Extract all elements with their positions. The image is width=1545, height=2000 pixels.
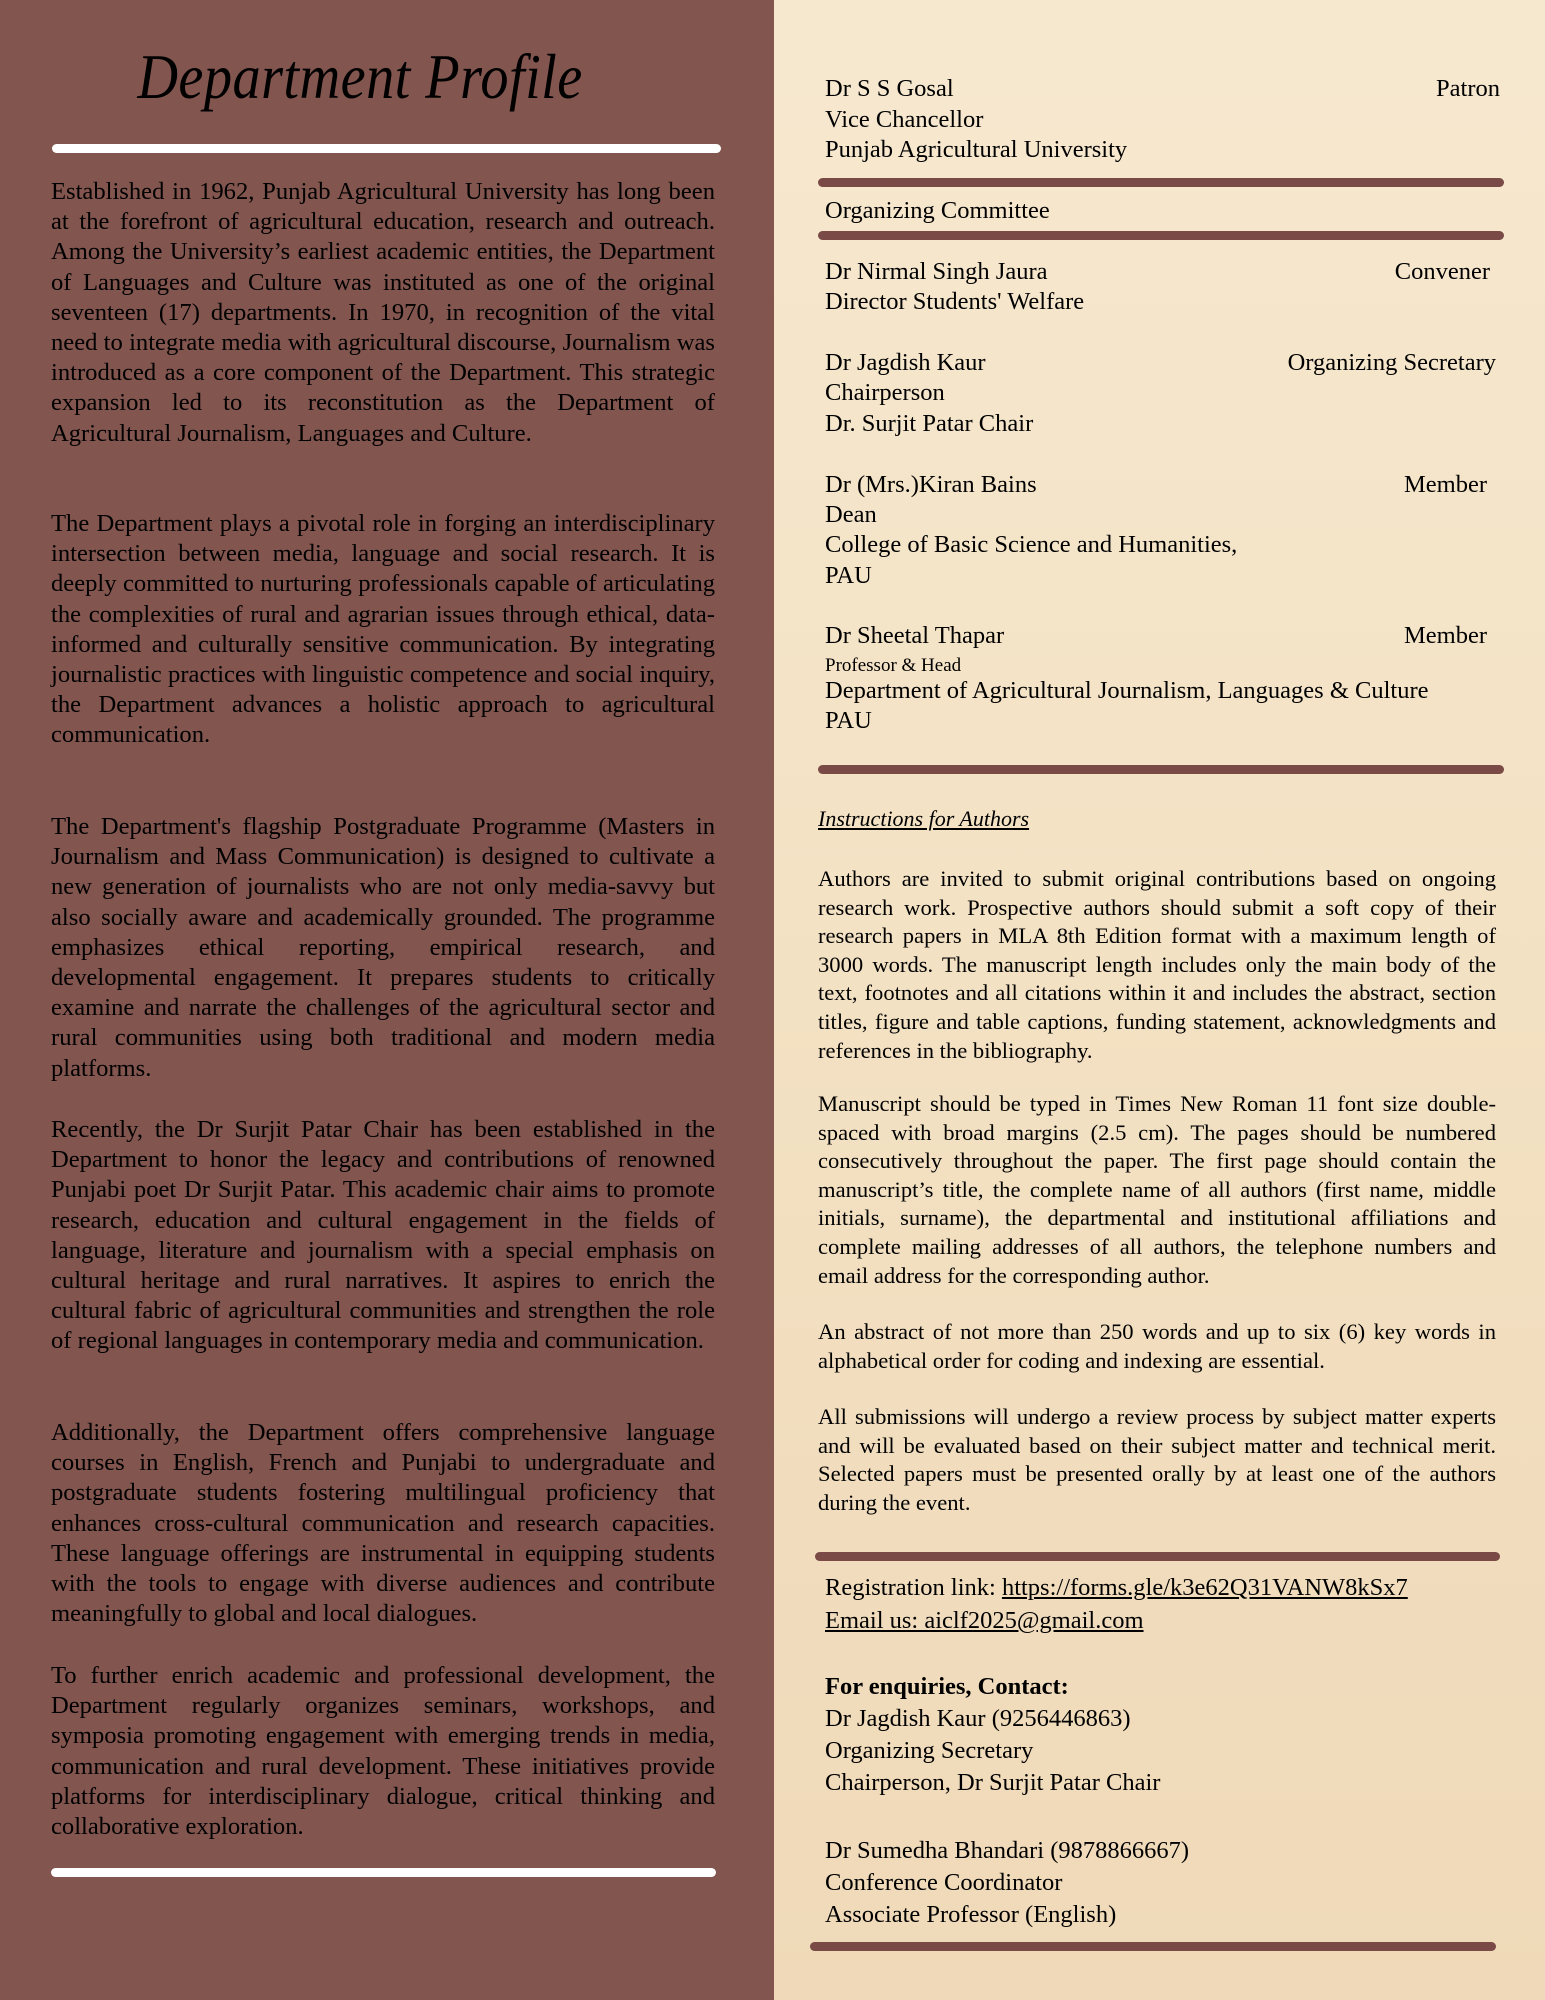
contact-line: Chairperson, Dr Surjit Patar Chair	[825, 1769, 1161, 1796]
member-name: Dr (Mrs.)Kiran Bains	[825, 471, 1037, 498]
profile-paragraph-5: Additionally, the Department offers comprehensive language courses in English, French and Punjabi to undergraduate and postgraduate students fostering multilingual proficiency that enhances cross-cultural communication and research capacities. These language offerings are instrumental in equipping students with the tools to engage with diverse audiences and contribute meaningfully to global and local dialogues.	[51, 1419, 715, 1628]
registration-link[interactable]: https://forms.gle/k3e62Q31VANW8kSx7	[1001, 1574, 1408, 1601]
member-role: Member	[1404, 622, 1487, 649]
committee-heading: Organizing Committee	[825, 197, 1050, 224]
member-line: Dean	[825, 501, 877, 528]
contact-line: Dr Sumedha Bhandari (9878866667)	[825, 1837, 1190, 1864]
member-title-small: Professor & Head	[825, 655, 962, 676]
member-role: Convener	[1394, 258, 1490, 285]
member-name: Dr Jagdish Kaur	[825, 349, 986, 376]
divider	[818, 765, 1504, 774]
profile-paragraph-4: Recently, the Dr Surjit Patar Chair has been established in the Department to honor the legacy and contributions of renowned Punjabi poet Dr Surjit Patar. This academic chair aims to promote research, education and cultural engagement in the fields of language, literature and journalism with a special emphasis on cultural heritage and rural narratives. It aspires to enrich the cultural fabric of agricultural communities and strengthen the role of regional languages in contemporary media and communication.	[51, 1116, 715, 1355]
divider-bottom	[51, 1868, 716, 1877]
contact-line: Dr Jagdish Kaur (9256446863)	[825, 1705, 1131, 1732]
contact-line: Organizing Secretary	[825, 1737, 1034, 1764]
member-line: PAU	[825, 562, 872, 589]
patron-line-1: Vice Chancellor	[825, 106, 984, 133]
instructions-paragraph-4: All submissions will undergo a review process by subject matter experts and will be evaluated based on their subject matter and technical merit. Selected papers must be presented orally by at least one of the authors during the event.	[818, 1404, 1496, 1515]
divider	[818, 231, 1504, 240]
instructions-heading: Instructions for Authors	[818, 806, 1030, 831]
profile-paragraph-3: The Department's flagship Postgraduate Programme (Masters in Journalism and Mass Communication) is designed to cultivate a new generation of journalists who are not only media-savvy but also socially aware and academically grounded. The programme emphasizes ethical reporting, empirical research, and developmental engagement. It prepares students to critically examine and narrate the challenges of the agricultural sector and rural communities using both traditional and modern media platforms.	[51, 813, 715, 1082]
divider	[818, 178, 1504, 187]
profile-paragraph-1: Established in 1962, Punjab Agricultural University has long been at the forefront of agricultural education, research and outreach. Among the University’s earliest academic entities, the Department of Languages and Culture was instituted as one of the original seventeen (17) departments. In 1970, in recognition of the vital need to integrate media with agricultural discourse, Journalism was introduced as a core component of the Department. This strategic expansion led to its reconstitution as the Department of Agricultural Journalism, Languages and Culture.	[51, 178, 715, 447]
member-line: College of Basic Science and Humanities,	[825, 531, 1238, 558]
member-line: Chairperson	[825, 379, 945, 406]
member-role: Member	[1404, 471, 1487, 498]
contact-line: Conference Coordinator	[825, 1869, 1063, 1896]
member-name: Dr Nirmal Singh Jaura	[825, 258, 1048, 285]
email-link[interactable]: Email us: aiclf2025@gmail.com	[825, 1607, 1144, 1634]
member-line: PAU	[825, 707, 872, 734]
registration-line	[825, 1573, 1408, 1603]
member-role: Organizing Secretary	[1287, 349, 1496, 376]
instructions-paragraph-2: Manuscript should be typed in Times New Roman 11 font size double-spaced with broad margins (2.5 cm). The pages should be numbered consecutively throughout the paper. The first page should contain the manuscript’s title, the complete name of all authors (first name, middle initials, surname), the departmental and institutional affiliations and complete mailing addresses of all authors, the telephone numbers and email address for the corresponding author.	[818, 1091, 1496, 1288]
member-line: Department of Agricultural Journalism, Languages & Culture	[825, 677, 1429, 704]
enquiries-heading: For enquiries, Contact:	[825, 1673, 1069, 1700]
profile-paragraph-2: The Department plays a pivotal role in forging an interdisciplinary intersection between media, language and social research. It is deeply committed to nurturing professionals capable of articulating the complexities of rural and agrarian issues through ethical, data-informed and culturally sensitive communication. By integrating journalistic practices with linguistic competence and social inquiry, the Department advances a holistic approach to agricultural communication.	[51, 510, 715, 749]
member-line: Director Students' Welfare	[825, 288, 1085, 315]
divider	[815, 1552, 1500, 1561]
patron-name: Dr S S Gosal	[825, 75, 954, 102]
instructions-paragraph-3: An abstract of not more than 250 words and up to six (6) key words in alphabetical order for coding and indexing are essential.	[818, 1319, 1496, 1373]
contact-line: Associate Professor (English)	[825, 1901, 1117, 1928]
divider-top	[52, 144, 721, 153]
member-name: Dr Sheetal Thapar	[825, 622, 1005, 649]
profile-paragraph-6: To further enrich academic and professional development, the Department regularly organizes seminars, workshops, and symposia promoting engagement with emerging trends in media, communication and rural development. These initiatives provide platforms for interdisciplinary dialogue, critical thinking and collaborative exploration.	[51, 1662, 715, 1841]
divider	[810, 1942, 1496, 1951]
instructions-paragraph-1: Authors are invited to submit original contributions based on ongoing research work. Prospective authors should submit a soft copy of their research papers in MLA 8th Edition format with a maximum length of 3000 words. The manuscript length includes only the main body of the text, footnotes and all citations within it and includes the abstract, section titles, figure and table captions, funding statement, acknowledgments and references in the bibliography.	[818, 866, 1496, 1063]
page-title: Department Profile	[137, 41, 583, 112]
member-line: Dr. Surjit Patar Chair	[825, 410, 1034, 437]
registration-label: Registration link:	[825, 1574, 1002, 1601]
patron-role: Patron	[1436, 75, 1500, 102]
patron-line-2: Punjab Agricultural University	[825, 136, 1128, 163]
